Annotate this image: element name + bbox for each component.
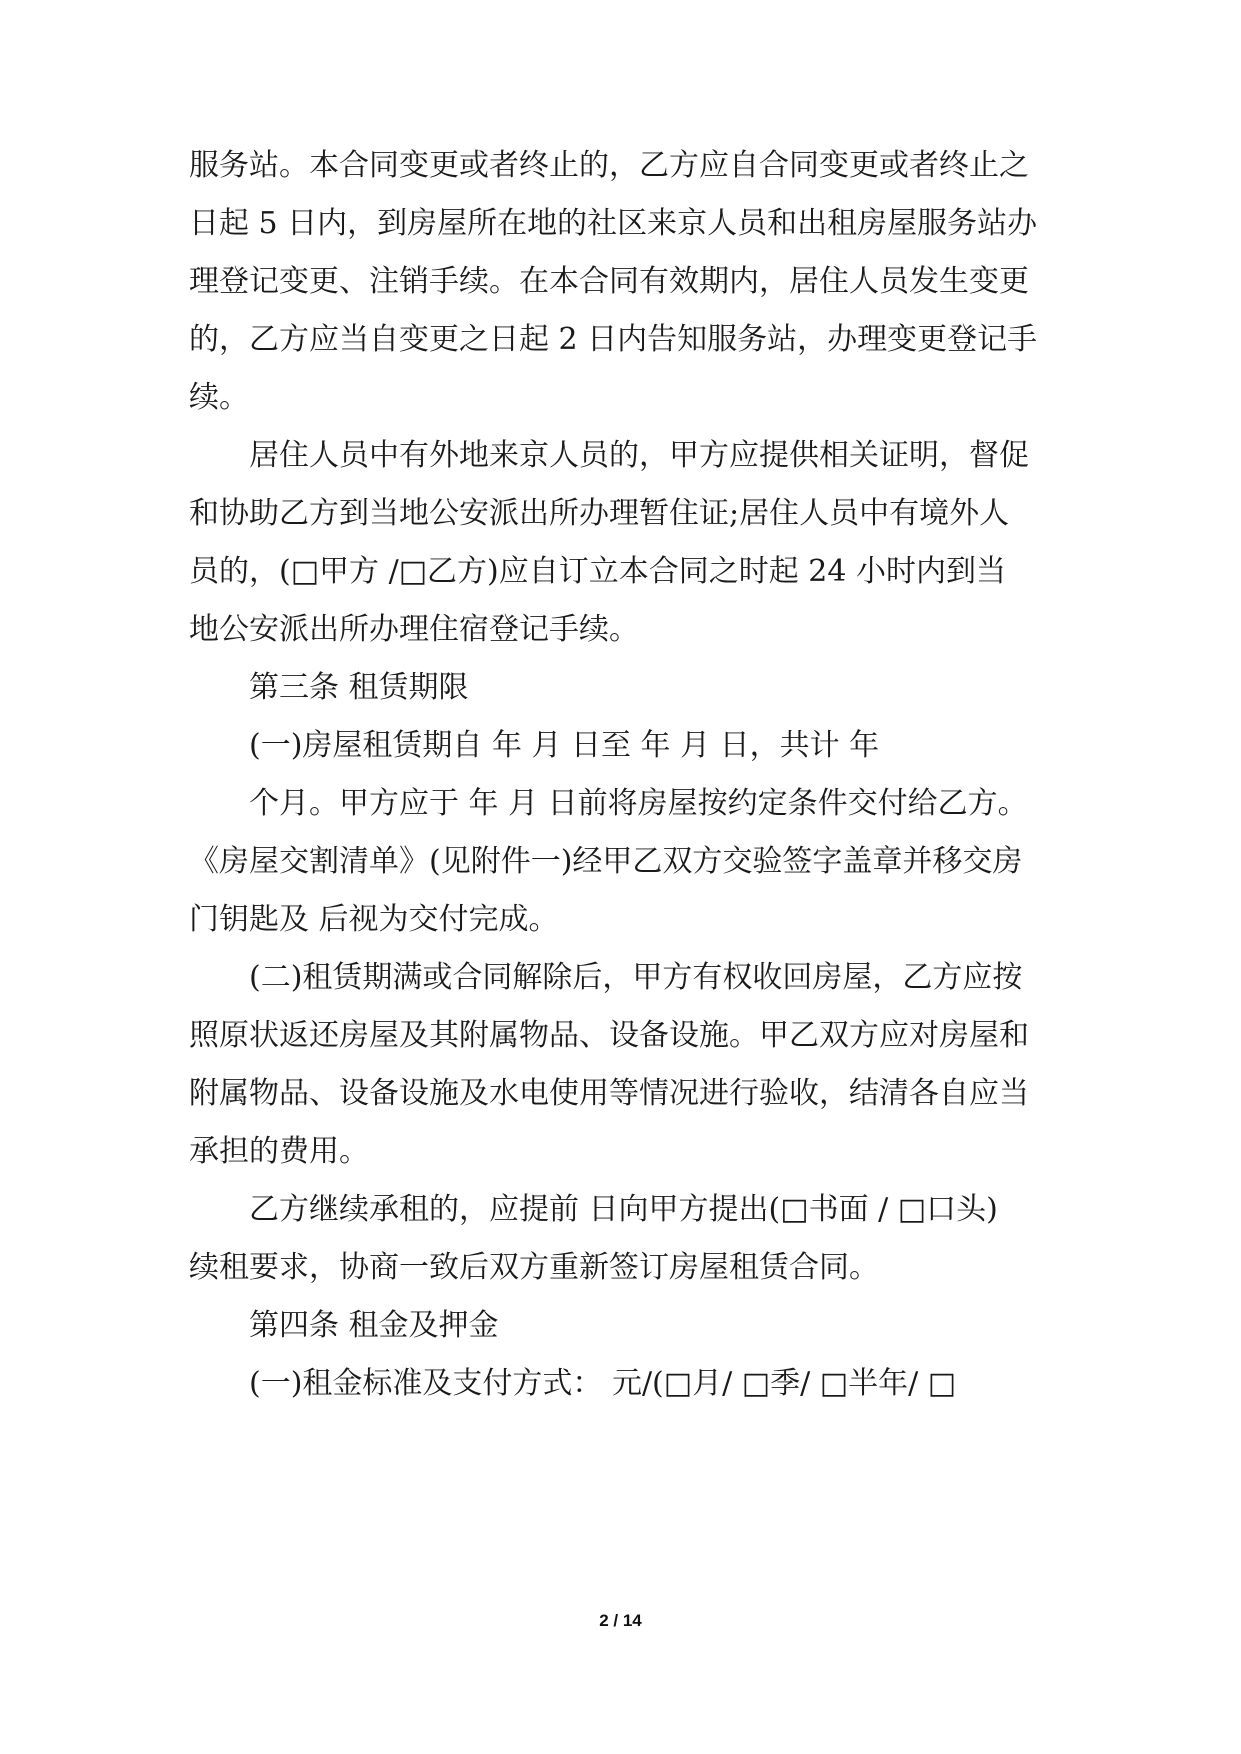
body-text-line: 个月。甲方应于 年 月 日前将房屋按约定条件交付给乙方。 — [249, 786, 1028, 821]
paragraph-first-line: 居住人员中有外地来京人员的，甲方应提供相关证明，督促 — [249, 438, 1029, 473]
paragraph-first-line: (一)房屋租赁期自 年 月 日至 年 月 日，共计 年 — [249, 728, 880, 763]
body-text-line: 员的，(□甲方 /□乙方)应自订立本合同之时起 24 小时内到当 — [189, 554, 1006, 589]
body-text-line: 续。 — [189, 380, 249, 415]
page-number: 2 / 14 — [599, 1611, 642, 1630]
paragraph-first-line: 乙方继续承租的，应提前 日向甲方提出(□书面 / □口头) — [249, 1192, 998, 1227]
body-text-line: 附属物品、设备设施及水电使用等情况进行验收，结清各自应当 — [189, 1076, 1029, 1111]
paragraph-first-line: (二)租赁期满或合同解除后，甲方有权收回房屋，乙方应按 — [249, 960, 1023, 995]
body-text-line: 和协助乙方到当地公安派出所办理暂住证;居住人员中有境外人 — [189, 496, 1010, 531]
paragraph-first-line: (一)租金标准及支付方式： 元/(□月/ □季/ □半年/ □ — [249, 1366, 957, 1401]
body-text-line: 理登记变更、注销手续。在本合同有效期内，居住人员发生变更 — [189, 264, 1029, 299]
body-text-line: 《房屋交割清单》(见附件一)经甲乙双方交验签字盖章并移交房 — [189, 844, 1023, 879]
body-text-line: 承担的费用。 — [189, 1134, 369, 1169]
body-text-line: 的，乙方应当自变更之日起 2 日内告知服务站，办理变更登记手 — [189, 322, 1038, 357]
body-text-line: 日起 5 日内，到房屋所在地的社区来京人员和出租房屋服务站办 — [189, 206, 1038, 241]
section-heading-article-3: 第三条 租赁期限 — [249, 670, 469, 705]
body-text-line: 续租要求，协商一致后双方重新签订房屋租赁合同。 — [189, 1250, 879, 1285]
body-text-line: 地公安派出所办理住宿登记手续。 — [189, 612, 639, 647]
body-text-line: 门钥匙及 后视为交付完成。 — [189, 902, 559, 937]
body-text-line: 服务站。本合同变更或者终止的，乙方应自合同变更或者终止之 — [189, 148, 1029, 183]
section-heading-article-4: 第四条 租金及押金 — [249, 1308, 499, 1343]
body-text-line: 照原状返还房屋及其附属物品、设备设施。甲乙双方应对房屋和 — [189, 1018, 1029, 1053]
